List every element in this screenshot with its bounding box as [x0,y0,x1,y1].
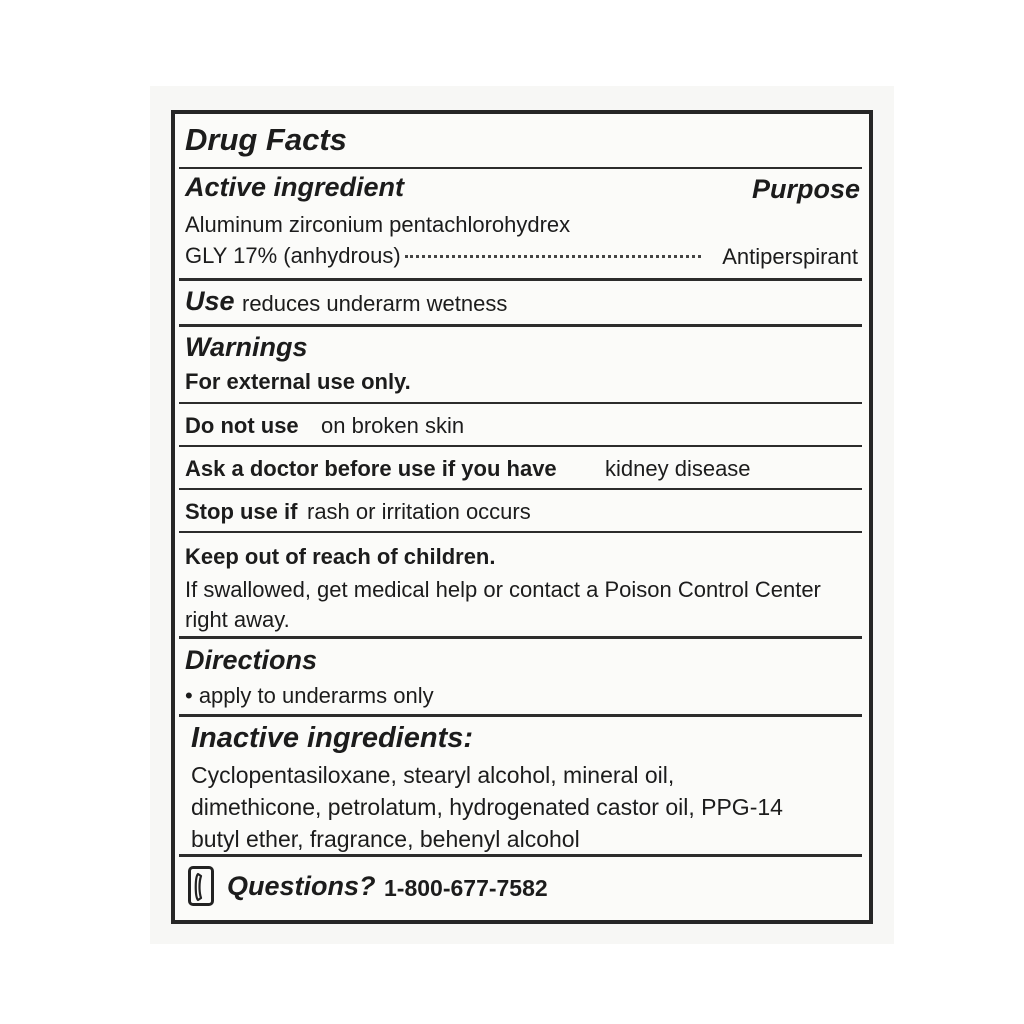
ask-doctor-text: kidney disease [605,456,751,481]
drug-facts-panel [171,110,873,924]
inactive-ingredients-section [179,717,862,857]
use-text: reduces underarm wetness [242,291,508,316]
do-not-use-label: Do not use [185,413,299,438]
directions-heading: Directions [185,645,318,675]
keep-out-section [179,533,862,639]
warnings-section [179,327,862,404]
stop-use-section [179,490,862,533]
active-ingredient-heading: Active ingredient [185,172,405,202]
do-not-use-text: on broken skin [321,413,465,438]
inactive-line3: butyl ether, fragrance, behenyl alcohol [191,826,580,852]
purpose-value: Antiperspirant [722,244,858,269]
questions-phone: 1-800-677-7582 [384,875,548,901]
do-not-use-section [179,404,862,447]
keep-out-label: Keep out of reach of children. [185,544,496,569]
active-ingredient-line1: Aluminum zirconium pentachlorohydrex [185,212,571,237]
stop-use-text: rash or irritation occurs [307,499,531,524]
use-section [179,281,862,327]
directions-item: • apply to underarms only [185,683,434,708]
directions-section [179,639,862,717]
drug-facts-title: Drug Facts [185,122,347,157]
use-label: Use [185,286,235,316]
ask-doctor-label: Ask a doctor before use if you have [185,456,557,481]
leader-dots [405,255,701,258]
active-ingredient-line2: GLY 17% (anhydrous) [185,243,401,268]
questions-section [179,857,862,919]
active-ingredient-section [179,119,862,281]
external-use-text: For external use only. [185,369,411,394]
inactive-line1: Cyclopentasiloxane, stearyl alcohol, mineral oil, [191,762,675,788]
purpose-heading: Purpose [751,174,860,204]
ask-doctor-section [179,447,862,490]
phone-icon [188,866,214,906]
inactive-ingredients-heading: Inactive ingredients: [191,722,474,754]
keep-out-line2: right away. [185,607,290,632]
keep-out-line1: If swallowed, get medical help or contact a Poison Control Center [185,577,821,602]
stop-use-label: Stop use if [185,499,298,524]
inactive-line2: dimethicone, petrolatum, hydrogenated castor oil, PPG-14 [191,794,783,820]
warnings-heading: Warnings [185,332,308,362]
questions-label: Questions? [227,871,376,901]
